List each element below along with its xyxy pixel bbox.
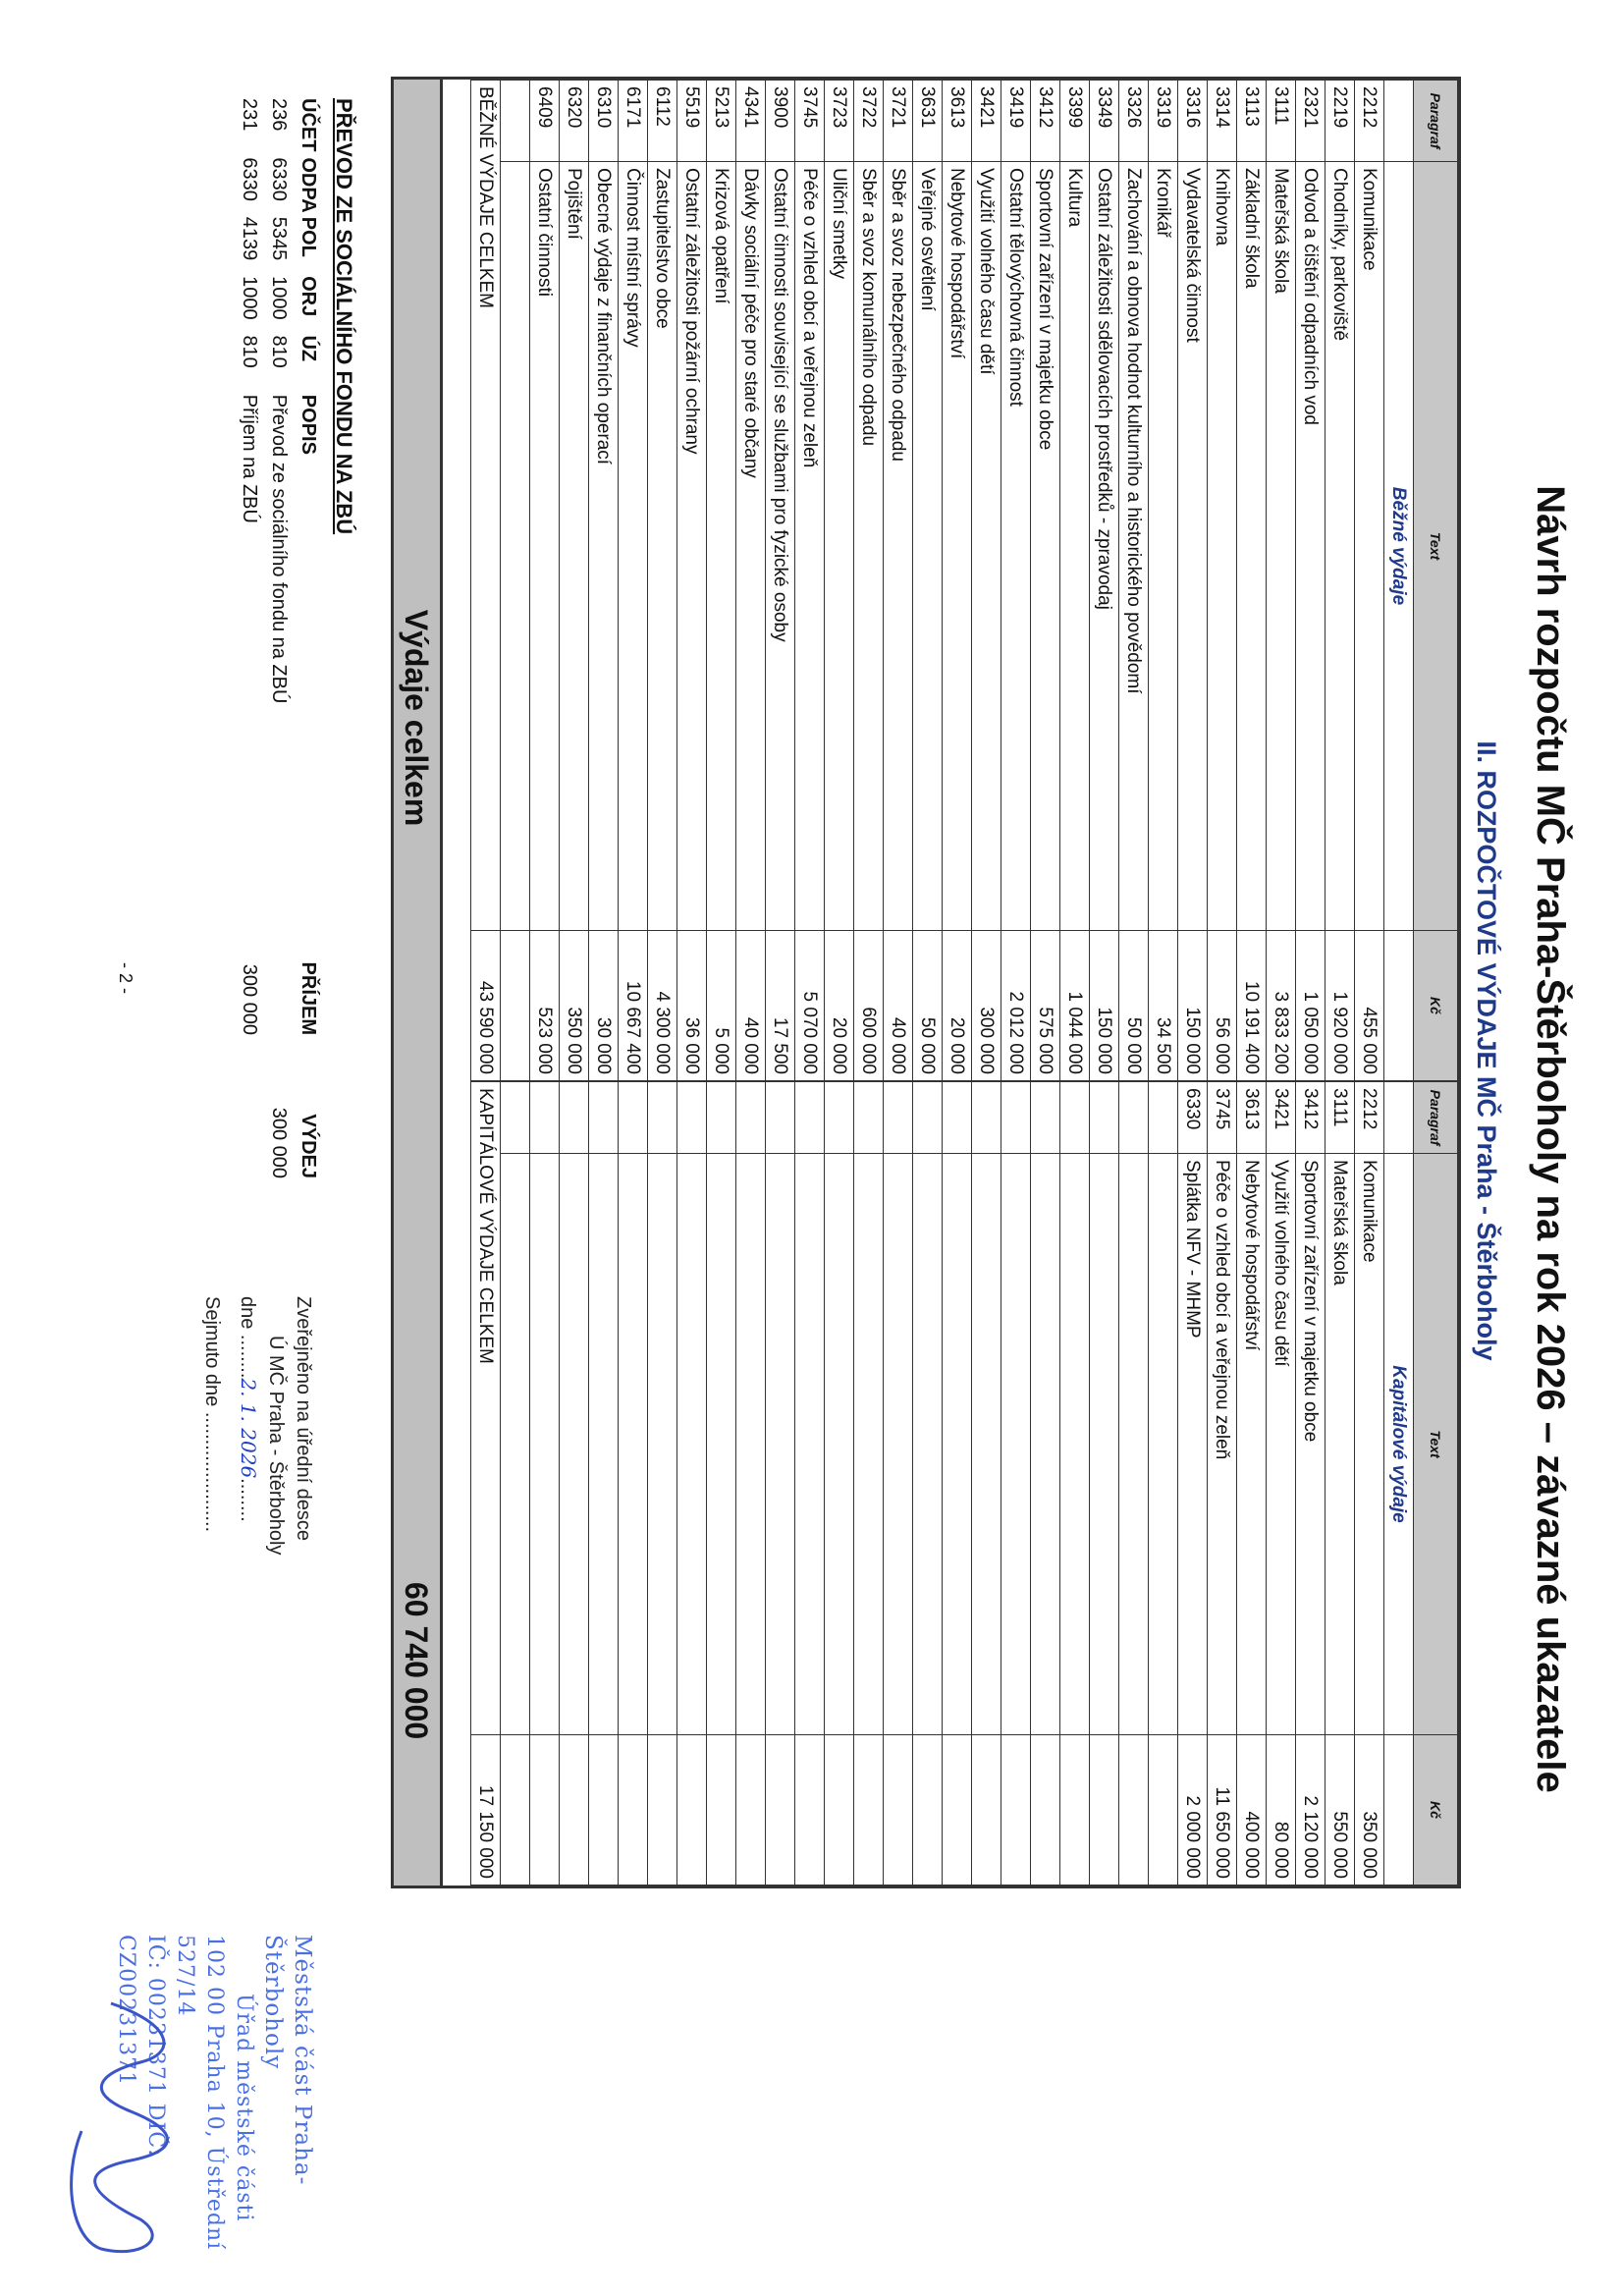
amount-cell: 455 000 (1355, 931, 1384, 1081)
transfer-popis: Převod ze sociálního fondu na ZBÚ (268, 394, 291, 704)
text-cell: Sběr a svoz nebezpečného odpadu (884, 162, 913, 931)
transfer-row (264, 98, 294, 1178)
stamp-line4: IČ: 00231371 DIČ: CZ00231371 (114, 1935, 168, 2158)
hdr-vydej: VÝDEJ (298, 1114, 320, 1179)
text-cell: Ostatní záležitosti požární ochrany (677, 162, 707, 931)
paragraf-cell: 6320 (560, 81, 589, 162)
table-row (1355, 81, 1384, 1081)
table-row (1267, 1082, 1296, 1886)
notice-block (198, 1296, 317, 1555)
table-row (677, 81, 707, 1081)
budget-tables (440, 77, 1461, 1888)
paragraf-cell: 3900 (766, 81, 795, 162)
paragraf-cell: 3613 (1237, 1082, 1267, 1154)
table-row (648, 81, 677, 1081)
amount-cell: 3 833 200 (1267, 931, 1296, 1081)
paragraf-cell: 3316 (1178, 81, 1208, 162)
paragraf-cell: 3421 (1267, 1082, 1296, 1154)
paragraf-cell: 3326 (1119, 81, 1149, 162)
text-cell: Sportovní zařízení v majetku obce (1031, 162, 1060, 931)
text-cell: Komunikace (1355, 162, 1384, 931)
paragraf-cell: 3113 (1237, 81, 1267, 162)
table-row (1355, 1082, 1384, 1886)
paragraf-cell: 3319 (1149, 81, 1178, 162)
amount-cell: 30 000 (589, 931, 619, 1081)
table-row (1296, 81, 1325, 1081)
table-row (1237, 1082, 1267, 1886)
table-row (825, 81, 854, 1081)
stamp-line1: Městská část Praha-Štěrboholy (260, 1935, 315, 2186)
text-cell: Zastupitelstvo obce (648, 162, 677, 931)
grand-total-bar (391, 77, 440, 1888)
table-row (707, 81, 736, 1081)
paragraf-cell: 3111 (1325, 1082, 1355, 1154)
col-kc: Kč (1414, 931, 1458, 1081)
table-row (972, 81, 1001, 1081)
kapitalove-total-value: 17 150 000 (471, 1735, 501, 1886)
amount-cell: 10 191 400 (1237, 931, 1267, 1081)
amount-cell: 1 044 000 (1060, 931, 1090, 1081)
transfer-uz: 810 (239, 335, 261, 368)
text-cell: Kronikář (1149, 162, 1178, 931)
bezne-vydaje-table (470, 80, 1458, 1081)
amount-cell: 50 000 (1119, 931, 1149, 1081)
table-row (884, 81, 913, 1081)
table-row (854, 81, 884, 1081)
text-cell: Dávky sociální péče pro staré občany (736, 162, 766, 931)
notice-sejmuto: Sejmuto dne ...................... (201, 1296, 223, 1533)
transfer-orj: 1000 (239, 276, 261, 320)
text-cell: Mateřská škola (1325, 1154, 1355, 1735)
amount-cell: 5 000 (707, 931, 736, 1081)
paragraf-cell: 3412 (1296, 1082, 1325, 1154)
amount-cell: 1 920 000 (1325, 931, 1355, 1081)
table-row (1237, 81, 1267, 1081)
text-cell: Krizová opatření (707, 162, 736, 931)
text-cell: Vydavatelská činnost (1178, 162, 1208, 931)
notice-line1: Zveřejněno na úřední desce (293, 1296, 314, 1542)
section-label-kapitalove: Kapitálové výdaje (1384, 1154, 1414, 1735)
table-row (1060, 81, 1090, 1081)
transfer-prijem: 300 000 (239, 963, 261, 1035)
text-cell: Péče o vzhled obcí a veřejnou zeleň (795, 162, 825, 931)
table-row (943, 81, 972, 1081)
paragraf-cell: 3111 (1267, 81, 1296, 162)
hdr-orj: ORJ (298, 276, 320, 317)
table-row (1296, 1082, 1325, 1886)
transfer-pol: 5345 (268, 216, 291, 261)
table-row (913, 81, 943, 1081)
grand-total-value: 60 740 000 (399, 1582, 434, 1740)
transfer-ucet: 236 (268, 98, 291, 132)
text-cell: Nebytové hospodářství (1237, 1154, 1267, 1735)
grand-total-label: Výdaje celkem (399, 609, 434, 827)
text-cell: Odvod a čištění odpadních vod (1296, 162, 1325, 931)
transfer-popis: Příjem na ZBÚ (239, 394, 261, 523)
table-row (560, 81, 589, 1081)
paragraf-cell: 2219 (1325, 81, 1355, 162)
table-row (530, 81, 560, 1081)
amount-cell: 40 000 (884, 931, 913, 1081)
paragraf-cell: 5519 (677, 81, 707, 162)
amount-cell: 20 000 (943, 931, 972, 1081)
amount-cell: 575 000 (1031, 931, 1060, 1081)
transfer-ucet: 231 (239, 98, 261, 132)
text-cell: Využití volného času dětí (1267, 1154, 1296, 1735)
paragraf-cell: 6409 (530, 81, 560, 162)
transfer-odpa: 6330 (268, 157, 291, 201)
amount-cell: 2 000 000 (1178, 1735, 1208, 1886)
page-title: Návrh rozpočtu MČ Praha-Štěrboholy na rok 2026 – závazné ukazatele (1529, 485, 1572, 1793)
amount-cell: 2 012 000 (1001, 931, 1031, 1081)
text-cell: Péče o vzhled obcí a veřejnou zeleň (1208, 1154, 1237, 1735)
paragraf-cell: 6330 (1178, 1082, 1208, 1154)
amount-cell: 300 000 (972, 931, 1001, 1081)
col-paragraf: Paragraf (1414, 1082, 1458, 1154)
transfer-vydej: 300 000 (268, 1107, 291, 1179)
text-cell: Kultura (1060, 162, 1090, 931)
kapitalove-vydaje-table (470, 1081, 1458, 1886)
text-cell: Pojištění (560, 162, 589, 931)
transfer-title: PŘEVOD ZE SOCIÁLNÍHO FONDU NA ZBÚ (332, 98, 356, 535)
table-row (589, 81, 619, 1081)
text-cell: Ostatní činnosti (530, 162, 560, 931)
paragraf-cell: 3419 (1001, 81, 1031, 162)
table-row (1178, 1082, 1208, 1886)
signature-icon (52, 1984, 199, 2278)
amount-cell: 1 050 000 (1296, 931, 1325, 1081)
bezne-total-row (471, 81, 501, 1081)
paragraf-cell: 2212 (1355, 81, 1384, 162)
handwritten-date: 2. 1. 2026 (237, 1378, 260, 1479)
amount-cell: 80 000 (1267, 1735, 1296, 1886)
text-cell: Splátka NFV - MHMP (1178, 1154, 1208, 1735)
paragraf-cell: 5213 (707, 81, 736, 162)
hdr-prijem: PŘÍJEM (298, 961, 320, 1035)
table-row (1149, 81, 1178, 1081)
paragraf-cell: 4341 (736, 81, 766, 162)
social-fund-transfer (235, 98, 356, 1178)
col-text: Text (1414, 162, 1458, 931)
paragraf-cell: 3721 (884, 81, 913, 162)
table-row (1119, 81, 1149, 1081)
amount-cell: 36 000 (677, 931, 707, 1081)
amount-cell: 34 500 (1149, 931, 1178, 1081)
amount-cell: 350 000 (1355, 1735, 1384, 1886)
table-row (1208, 81, 1237, 1081)
amount-cell: 4 300 000 (648, 931, 677, 1081)
text-cell: Sběr a svoz komunálního odpadu (854, 162, 884, 931)
text-cell: Uliční smetky (825, 162, 854, 931)
paragraf-cell: 3723 (825, 81, 854, 162)
paragraf-cell: 6171 (619, 81, 648, 162)
section-label-bezne: Běžné výdaje (1384, 162, 1414, 931)
transfer-uz: 810 (268, 335, 291, 368)
paragraf-cell: 3745 (795, 81, 825, 162)
amount-cell: 400 000 (1237, 1735, 1267, 1886)
amount-cell: 17 500 (766, 931, 795, 1081)
table-row (1090, 81, 1119, 1081)
hdr-pol: POL (298, 216, 320, 257)
amount-cell: 56 000 (1208, 931, 1237, 1081)
transfer-odpa: 6330 (239, 157, 261, 201)
paragraf-cell: 2212 (1355, 1082, 1384, 1154)
amount-cell: 10 667 400 (619, 931, 648, 1081)
amount-cell: 523 000 (530, 931, 560, 1081)
paragraf-cell: 6112 (648, 81, 677, 162)
text-cell: Chodníky, parkoviště (1325, 162, 1355, 931)
paragraf-cell: 3412 (1031, 81, 1060, 162)
text-cell: Komunikace (1355, 1154, 1384, 1735)
col-paragraf: Paragraf (1414, 81, 1458, 162)
table-row (1031, 81, 1060, 1081)
text-cell: Základní škola (1237, 162, 1267, 931)
paragraf-cell: 3314 (1208, 81, 1237, 162)
amount-cell: 11 650 000 (1208, 1735, 1237, 1886)
col-text: Text (1414, 1154, 1458, 1735)
amount-cell: 550 000 (1325, 1735, 1355, 1886)
hdr-uz: ÚZ (298, 335, 320, 362)
amount-cell: 600 000 (854, 931, 884, 1081)
text-cell: Ostatní činnosti související se službami pro fyzické osoby (766, 162, 795, 931)
paragraf-cell: 3613 (943, 81, 972, 162)
hdr-ucet: ÚČET (298, 98, 320, 152)
text-cell: Mateřská škola (1267, 162, 1296, 931)
text-cell: Sportovní zařízení v majetku obce (1296, 1154, 1325, 1735)
transfer-header-row (294, 98, 323, 1178)
hdr-popis: POPIS (298, 394, 320, 455)
table-row (795, 81, 825, 1081)
table-row (766, 81, 795, 1081)
table-row (1267, 81, 1296, 1081)
amount-cell: 150 000 (1090, 931, 1119, 1081)
table-row (619, 81, 648, 1081)
text-cell: Nebytové hospodářství (943, 162, 972, 931)
stamp-line3: 102 00 Praha 10, Ústřední 527/14 (173, 1935, 227, 2251)
notice-line2: Ú MČ Praha - Štěrboholy (265, 1336, 287, 1556)
text-cell: Obecné výdaje z finančních operací (589, 162, 619, 931)
amount-cell: 5 070 000 (795, 931, 825, 1081)
amount-cell: 150 000 (1178, 931, 1208, 1081)
amount-cell: 50 000 (913, 931, 943, 1081)
text-cell: Využití volného času dětí (972, 162, 1001, 931)
transfer-orj: 1000 (268, 276, 291, 320)
table-row (1178, 81, 1208, 1081)
bezne-total-value: 43 590 000 (471, 931, 501, 1081)
table-row (1325, 1082, 1355, 1886)
stamp-line2: Úřad městské části (232, 1994, 256, 2222)
amount-cell: 2 120 000 (1296, 1735, 1325, 1886)
text-cell: Knihovna (1208, 162, 1237, 931)
text-cell: Ostatní tělovýchovná činnost (1001, 162, 1031, 931)
table-row (1325, 81, 1355, 1081)
notice-date: dne ........2. 1. 2026........ (237, 1296, 260, 1522)
col-kc: Kč (1414, 1735, 1458, 1886)
paragraf-cell: 3399 (1060, 81, 1090, 162)
table-row (736, 81, 766, 1081)
amount-cell: 40 000 (736, 931, 766, 1081)
table-row (1208, 1082, 1237, 1886)
paragraf-cell: 3631 (913, 81, 943, 162)
page-subtitle: II. ROZPOČTOVÉ VÝDAJE MČ Praha - Štěrboholy (1472, 740, 1501, 1361)
transfer-row (235, 98, 264, 1178)
text-cell: Zachování a obnova hodnot kulturního a historického povědomí (1119, 162, 1149, 931)
amount-cell: 350 000 (560, 931, 589, 1081)
transfer-pol: 4139 (239, 216, 261, 261)
table-row (1001, 81, 1031, 1081)
paragraf-cell: 3349 (1090, 81, 1119, 162)
kapitalove-total-label: KAPITÁLOVÉ VÝDAJE CELKEM (471, 1082, 501, 1735)
paragraf-cell: 2321 (1296, 81, 1325, 162)
paragraf-cell: 3722 (854, 81, 884, 162)
text-cell: Ostatní záležitosti sdělovacích prostředků - zpravodaj (1090, 162, 1119, 931)
text-cell: Činnost místní správy (619, 162, 648, 931)
text-cell: Veřejné osvětlení (913, 162, 943, 931)
paragraf-cell: 3421 (972, 81, 1001, 162)
page-number: - 2 - (116, 962, 135, 995)
amount-cell: 20 000 (825, 931, 854, 1081)
hdr-odpa: ODPA (298, 157, 320, 213)
paragraf-cell: 6310 (589, 81, 619, 162)
kapitalove-total-row (471, 1082, 501, 1886)
bezne-total-label: BĚŽNÉ VÝDAJE CELKEM (471, 81, 501, 931)
paragraf-cell: 3745 (1208, 1082, 1237, 1154)
